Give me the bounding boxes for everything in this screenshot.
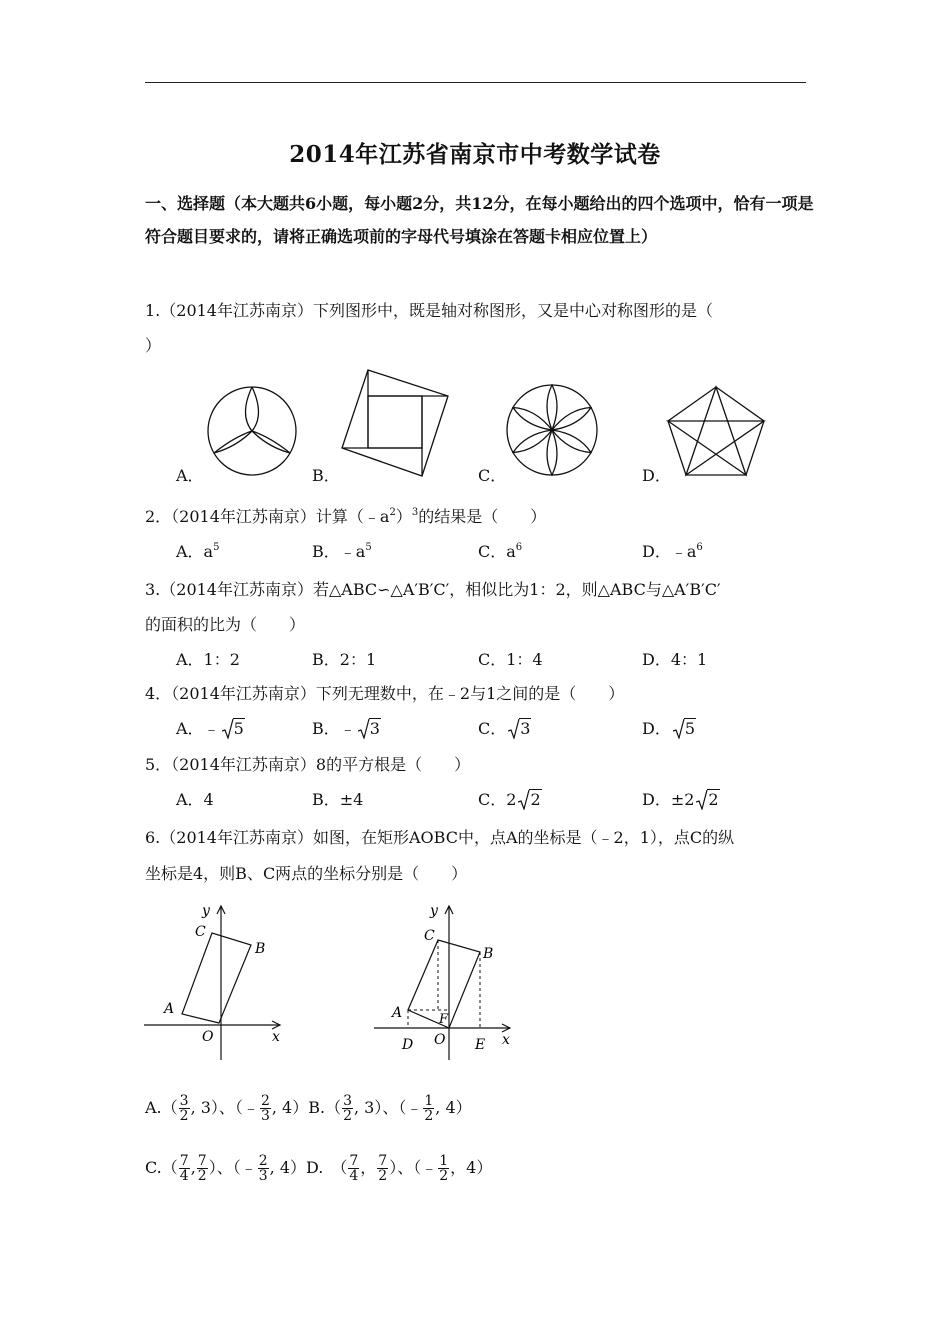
figure-circle-six-petals [505,383,599,477]
q1-option-b[interactable]: B． [312,466,340,485]
question-5: 5．（2014年江苏南京）8的平方根是（ ） [145,755,471,774]
q5-option-b[interactable]: B．±4 [312,790,364,809]
q6-figure-1 [140,900,290,1065]
sqrt-sign: 3 [508,719,531,739]
q3-option-c[interactable]: C．1：4 [478,650,543,669]
sqrt-sign: 5 [222,719,245,739]
q3-option-b[interactable]: B．2：1 [312,650,377,669]
q5-option-c[interactable]: C．2 2 [478,790,541,809]
sqrt-sign: 5 [673,719,696,739]
header-rule [145,82,806,83]
question-4: 4．（2014年江苏南京）下列无理数中，在﹣2与1之间的是（ ） [145,684,625,703]
q4-option-c[interactable]: C． 3 [478,719,531,738]
question-6-line1: 6.（2014年江苏南京）如图，在矩形AOBC中，点A的坐标是（﹣2，1），点C的纵 [145,828,735,847]
fig2-label-e: E [475,1037,486,1053]
q2-option-d[interactable]: D．$﹣a^6$ [642,542,703,561]
fig1-label-a: A [164,1001,175,1017]
q2-option-c[interactable]: C．$a^6$ [478,542,523,561]
q3-option-a[interactable]: A．1：2 [176,650,240,669]
q6-figure-2 [370,900,520,1065]
q6-option-b[interactable]: B.（ $\frac{3}{2}$ , 3）、（﹣ $\frac{1}{2}$ , 4） [308,1093,472,1124]
sqrt-sign: 2 [696,790,719,810]
q2-option-a[interactable]: A．$a^5$ [176,542,220,561]
question-6-line2: 坐标是4，则B、C两点的坐标分别是（ ） [145,864,468,883]
question-2: 2．（2014年江苏南京）计算$(﹣a^2)^3$的结果是（ ） [145,507,547,526]
q6-option-d[interactable]: D. （ $\frac{7}{4}$ ， $\frac{7}{2}$ ）、（﹣ $\frac{1}{2}$ ，4） [306,1153,493,1184]
fig1-label-y: y [202,903,210,919]
q5-option-d[interactable]: D．±2 2 [642,790,719,809]
fig2-label-o: O [434,1032,446,1048]
q5-option-a[interactable]: A．4 [176,790,214,809]
fig1-label-c: C [195,924,206,940]
fig1-label-x: x [272,1029,280,1045]
q2-option-b[interactable]: B．$﹣a^5$ [312,542,372,561]
q4-option-b[interactable]: B．﹣ 3 [312,719,380,738]
q4-option-d[interactable]: D． 5 [642,719,696,738]
q1-option-a[interactable]: A． [176,466,204,485]
fig1-label-b: B [255,941,266,957]
q6-option-a[interactable]: A.（ $\frac{3}{2}$ , 3）、（﹣ $\frac{2}{3}$ , 4） [145,1093,309,1124]
sqrt-sign: 3 [358,719,381,739]
question-1-line1: 1.（2014年江苏南京）下列图形中，既是轴对称图形，又是中心对称图形的是（ [145,301,713,320]
q6-option-c[interactable]: C.（ $\frac{7}{4}$ , $\frac{7}{2}$ ）、（﹣ $\frac{2}{3}$ , 4） [145,1153,306,1184]
fig2-label-f: F [439,1012,449,1027]
section-heading: 一、选择题（本大题共6小题，每小题2分，共12分，在每小题给出的四个选项中，恰有一项是符合题目要求的，请将正确选项前的字母代号填涂在答题卡相应位置上） [145,194,814,246]
question-1-line2: ） [145,336,162,355]
figure-circle-three-arcs [206,385,298,477]
fig2-label-b: B [483,946,494,962]
figure-square-in-square [340,368,450,478]
q6-options-cd [145,1152,492,1184]
page-title: 2014年江苏省南京市中考数学试卷 [289,141,661,168]
q4-option-a[interactable]: A．﹣ 5 [176,719,244,738]
fig1-label-o: O [202,1029,214,1045]
fig2-label-d: D [402,1037,414,1053]
q1-option-c[interactable]: C． [478,466,507,485]
question-3-line1: 3.（2014年江苏南京）若△ABC∽△A′B′C′，相似比为1：2，则△ABC与△A′B′C′ [145,580,721,599]
question-3-line2: 的面积的比为（ ） [145,615,306,634]
sqrt-sign: 2 [518,790,541,810]
fig2-label-a: A [392,1005,403,1021]
q6-options-ab [145,1092,472,1124]
figure-pentagon-star [666,385,766,477]
fig2-label-y: y [430,903,438,919]
fig2-label-x: x [502,1032,510,1048]
fig2-label-c: C [424,928,435,944]
q1-option-d[interactable]: D． [642,466,671,485]
q3-option-d[interactable]: D．4：1 [642,650,708,669]
